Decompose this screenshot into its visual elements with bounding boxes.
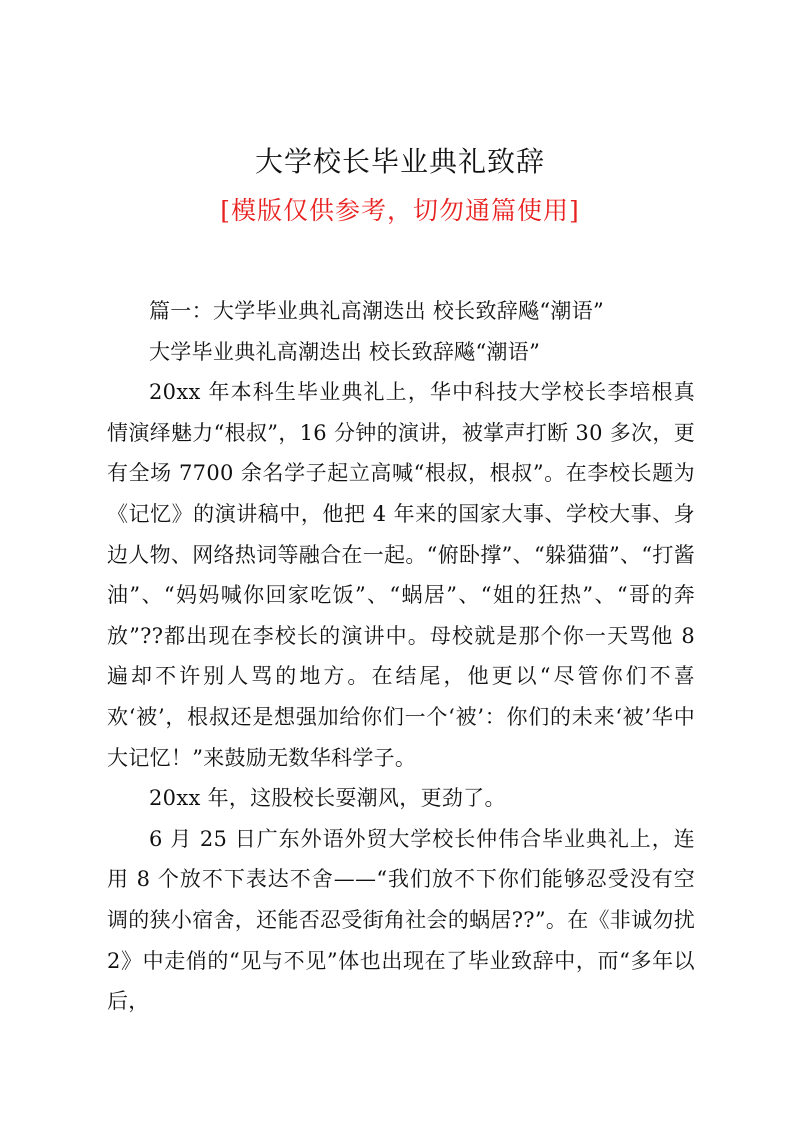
section-heading: 篇一：大学毕业典礼高潮迭出 校长致辞飚“潮语” xyxy=(149,299,605,323)
document-title: 大学校长毕业典礼致辞 xyxy=(254,145,545,178)
document-body xyxy=(107,291,695,1022)
body-paragraph: 20xx 年本科生毕业典礼上，华中科技大学校长李培根真情演绎魅力“根叔”，16 分钟的演讲，被掌声打断 30 多次，更有全场 7700 余名学子起立高喊“根叔，根叔”。在李校长题为《记忆》的演讲稿中，他把 4 年来的国家大事、学校大事、身边人物、网络热词等融合在一起。“俯卧撑”、“躲猫猫”、“打酱油”、“妈妈喊你回家吃饭”、“蜗居”、“姐的狂热”、“哥的奔放”??都出现在李校长的演讲中。母校就是那个你一天骂他 8 遍却不许别人骂的地方。在结尾，他更以“尽管你们不喜欢‘被’，根叔还是想强加给你们一个‘被’：你们的未来‘被’华中大记忆！”来鼓励无数华科学子。 xyxy=(107,380,695,770)
body-paragraph: 6 月 25 日广东外语外贸大学校长仲伟合毕业典礼上，连用 8 个放不下表达不舍——“我们放不下你们能够忍受没有空调的狭小宿舍，还能否忍受街角社会的蜗居??”。在《非诚勿扰 2》中走俏的“见与不见”体也出现在了毕业致辞中，而“多年以后， xyxy=(107,826,695,1014)
template-notice: [模版仅供参考，切勿通篇使用] xyxy=(220,196,580,225)
body-paragraph: 20xx 年，这股校长耍潮风，更劲了。 xyxy=(149,786,506,811)
article-headline: 大学毕业典礼高潮迭出 校长致辞飚“潮语” xyxy=(149,339,541,364)
